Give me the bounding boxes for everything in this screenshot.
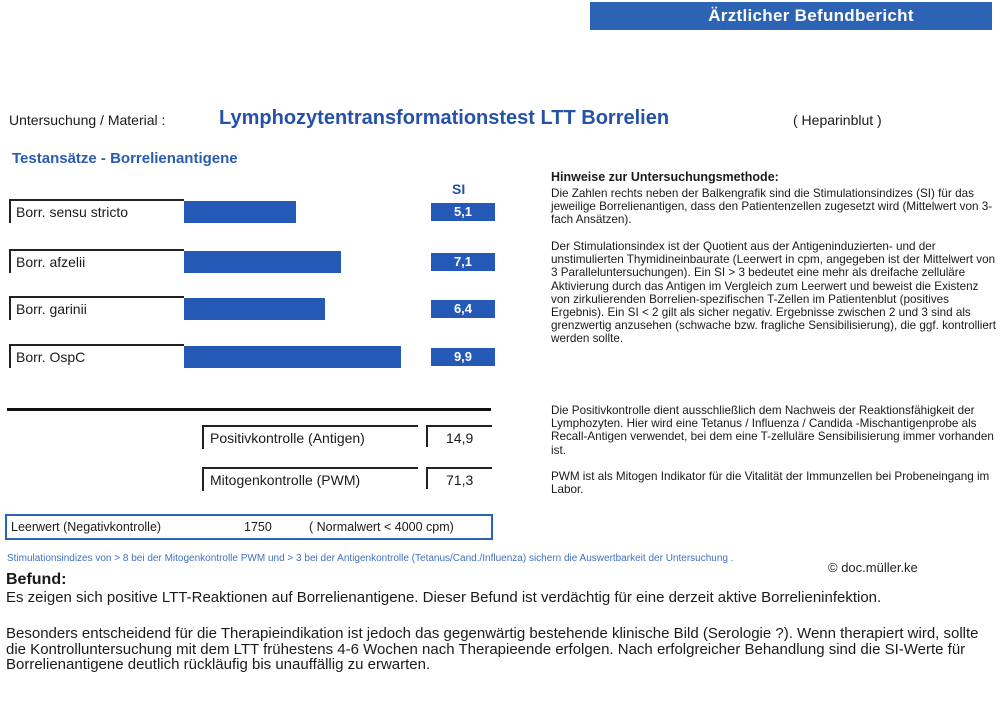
method-notes-paragraph: PWM ist als Mitogen Indikator für die Vitalität der Immunzellen bei Probeneingang im Labor. [551,470,990,497]
report-header [590,2,992,30]
method-notes-title: Hinweise zur Untersuchungsmethode: [551,170,779,184]
validity-note: Stimulationsindizes von > 8 bei der Mitogenkontrolle PWM und > 3 bei der Antigenkontrolle (Tetanus/Cand./Influenza) sichern die Auswertbarkeit der Untersuchung . [7,553,734,564]
section-title: Testansätze - Borrelienantigene [12,150,238,167]
mitogen-control-value: 71,3 [426,467,492,489]
antigen-label: Borr. afzelii [9,249,184,273]
positive-control-value: 14,9 [426,425,492,447]
antigen-label: Borr. sensu stricto [9,199,184,223]
antigen-label: Borr. garinii [9,296,184,320]
positive-control-label: Positivkontrolle (Antigen) [202,425,418,449]
method-notes-paragraph: Die Positivkontrolle dient ausschließlich dem Nachweis der Reaktionsfähigkeit der Lymphozyten. Hier wird eine Tetanus / Influenza / Candida -Mischantigenprobe als Recall-Antigen verwendet, bei dem eine T-zelluläre Sensibilisierung immer vorhanden ist. [551,404,994,457]
antigen-label: Borr. OspC [9,344,184,368]
findings-title: Befund: [6,571,67,588]
si-value: 6,4 [431,300,495,318]
negative-control-box [5,514,493,540]
si-bar [184,298,325,320]
si-bar [184,251,341,273]
copyright: © doc.müller.ke [828,560,918,575]
section-divider [7,408,491,411]
exam-material: ( Heparinblut ) [793,112,882,128]
method-notes-paragraph: Die Zahlen rechts neben der Balkengrafik sind die Stimulationsindizes (SI) für das jeweilige Borrelienantigen, dass den Patientenzellen zugesetzt wird (Mittelwert von 3-fach Ansätzen). [551,187,993,227]
exam-label: Untersuchung / Material : [9,112,166,128]
negative-control-normal: ( Normalwert < 4000 cpm) [309,520,454,534]
si-value: 5,1 [431,203,495,221]
mitogen-control-label: Mitogenkontrolle (PWM) [202,467,418,491]
negative-control-value: 1750 [244,520,272,534]
exam-title: Lymphozytentransformationstest LTT Borrelien [219,107,670,129]
report-title: Ärztlicher Befundbericht [708,6,914,25]
si-value: 7,1 [431,253,495,271]
findings-paragraph: Besonders entscheidend für die Therapieindikation ist jedoch das gegenwärtig bestehende klinische Bild (Serologie ?). Wenn therapiert wird, sollte die Kontrolluntersuchung mit dem LTT frühestens 4-6 Wochen nach Therapieende erfolgen. Nach erfolgreicher Behandlung sind die SI-Werte für Borrelienantigene deutlich rückläufig bis unauffällig zu erwarten. [6,625,979,673]
findings-paragraph: Es zeigen sich positive LTT-Reaktionen auf Borrelienantigene. Dieser Befund ist verdächtig für eine derzeit aktive Borrelieninfektion. [6,589,882,606]
negative-control-label: Leerwert (Negativkontrolle) [11,520,162,534]
si-bar [184,346,401,368]
si-column-header: SI [452,181,466,197]
si-value: 9,9 [431,348,495,366]
si-bar [184,201,296,223]
method-notes-paragraph: Der Stimulationsindex ist der Quotient aus der Antigeninduzierten- und der unstimulierten Thymidineinbaurate (Leerwert in cpm, angegeben ist der Mittelwert von 3 Paralleluntersuchungen). Ein SI > 3 bedeutet eine mehr als dreifache zelluläre Aktivierung durch das Antigen im Vergleich zum Leerwert und beweist die Existenz von zirkulierenden Borrelien-spezifischen T-Zellen im Patientenblut (positives Ergebnis). Ein SI < 2 gilt als sicher negativ. Ergebnisse zwischen 2 und 3 sind als grenzwertig anzusehen (schwache bzw. fragliche Sensibilisierung), die ggf. kontrolliert werden sollte. [551,240,997,346]
